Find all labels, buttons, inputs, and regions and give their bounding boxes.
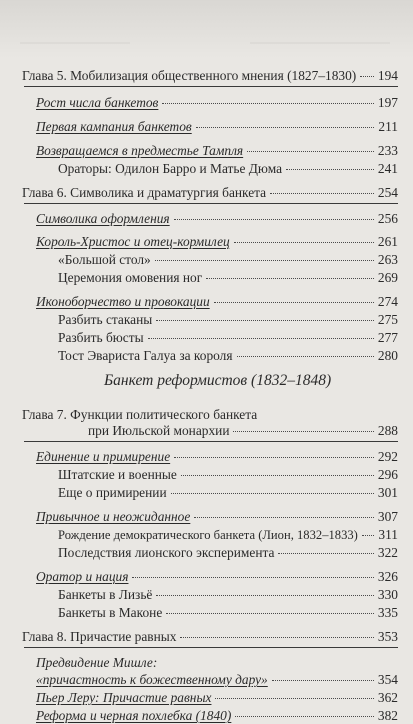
page-number: 330: [377, 587, 398, 602]
toc-section-title: Единение и примирение: [36, 449, 171, 464]
toc-chapter-title: при Июльской монархии: [88, 423, 230, 438]
page-number: 280: [377, 348, 398, 363]
toc-subsection-title: Ораторы: Одилон Барро и Матье Дюма: [58, 161, 283, 176]
page-number: 382: [377, 708, 398, 723]
toc-entry[interactable]: [36, 671, 398, 688]
page-number: 256: [377, 211, 398, 226]
page-number: 301: [377, 485, 398, 500]
page-number: 233: [377, 143, 398, 158]
leader-dots: [156, 320, 374, 321]
leader-dots: [233, 431, 373, 432]
toc-section-title: Оратор и нация: [36, 569, 129, 584]
leader-dots: [156, 595, 374, 596]
toc-subsection-title: Рождение демократического банкета (Лион, 1832–1833): [58, 528, 358, 542]
leader-dots: [194, 517, 374, 518]
page-number: 311: [378, 527, 398, 542]
leader-dots: [148, 338, 374, 339]
toc-section-title: Реформа и черная похлебка (1840): [36, 708, 232, 723]
toc-chapter-7-line2[interactable]: [88, 422, 398, 439]
leader-dots: [206, 278, 374, 279]
toc-subsection-title: Еще о примирении: [58, 485, 167, 500]
toc-entry[interactable]: [58, 484, 398, 501]
leader-dots: [237, 356, 374, 357]
page-number: 326: [377, 569, 398, 584]
page-number: 277: [377, 330, 398, 345]
leader-dots: [247, 151, 374, 152]
toc-chapter-5[interactable]: [22, 67, 398, 84]
page-number: 269: [377, 270, 398, 285]
ghost-line: [250, 42, 390, 44]
toc-entry[interactable]: [58, 347, 398, 364]
toc-subsection-title: Последствия лионского эксперимента: [58, 545, 275, 560]
page-number: 296: [377, 467, 398, 482]
leader-dots: [214, 302, 374, 303]
toc-section-title: Рост числа банкетов: [36, 95, 159, 110]
page-number: 275: [377, 312, 398, 327]
page-number: 274: [377, 294, 398, 309]
leader-dots: [181, 475, 374, 476]
toc-section-title: Иконоборчество и провокации: [36, 294, 210, 309]
toc-chapter-8[interactable]: [22, 628, 398, 645]
toc-section-title: Символика оформления: [36, 211, 170, 226]
part-heading: Банкет реформистов (1832–1848): [104, 372, 332, 389]
toc-section-title: Пьер Леру: Причастие равных: [36, 690, 212, 705]
leader-dots: [196, 127, 375, 128]
leader-dots: [180, 637, 373, 638]
toc-entry[interactable]: [36, 210, 398, 227]
toc-entry[interactable]: [58, 251, 398, 268]
toc-section-title: Возвращаемся в предместье Тампля: [36, 143, 244, 158]
toc-section-title: Предвидение Мишле:: [36, 655, 158, 670]
ghost-line: [20, 42, 130, 44]
toc-entry[interactable]: [58, 586, 398, 603]
top-bleed-area: [0, 0, 413, 58]
toc-entry[interactable]: [58, 526, 398, 544]
toc-subsection-title: Церемония омовения ног: [58, 270, 203, 285]
leader-dots: [166, 613, 374, 614]
toc-entry[interactable]: [58, 604, 398, 621]
page-number: 194: [377, 68, 398, 83]
toc-section-title: Привычное и неожиданное: [36, 509, 191, 524]
toc-subsection-title: Разбить стаканы: [58, 312, 153, 327]
toc-section-title: Король-Христос и отец-кормилец: [36, 234, 230, 249]
leader-dots: [171, 493, 374, 494]
page-number: 362: [377, 690, 398, 705]
toc-chapter-6[interactable]: [22, 184, 398, 201]
toc-entry[interactable]: [58, 466, 398, 483]
toc-entry[interactable]: [58, 329, 398, 346]
toc-chapter-title: Глава 6. Символика и драматургия банкета: [22, 185, 267, 200]
toc-subsection-title: Банкеты в Лизьё: [58, 587, 153, 602]
page-number: 322: [377, 545, 398, 560]
page-number: 254: [377, 185, 398, 200]
toc-chapter-title: Глава 7. Функции политического банкета: [22, 407, 258, 422]
leader-dots: [155, 260, 374, 261]
leader-dots: [234, 242, 374, 243]
divider: [24, 441, 398, 442]
toc-chapter-title: Глава 8. Причастие равных: [22, 629, 177, 644]
page-number: 197: [377, 95, 398, 110]
leader-dots: [162, 103, 374, 104]
toc-subsection-title: Штатские и военные: [58, 467, 177, 482]
toc-entry[interactable]: [36, 118, 398, 135]
toc-entry[interactable]: [36, 448, 398, 465]
toc-entry[interactable]: [58, 311, 398, 328]
toc-entry[interactable]: [58, 160, 398, 177]
toc-section-title: «причастность к божественному дару»: [36, 672, 268, 687]
leader-dots: [174, 219, 374, 220]
toc-entry[interactable]: [36, 94, 398, 111]
toc-section-title: Первая кампания банкетов: [36, 119, 192, 134]
page-number: 288: [377, 423, 398, 438]
leader-dots: [278, 553, 373, 554]
leader-dots: [362, 535, 375, 536]
toc-subsection-title: Банкеты в Маконе: [58, 605, 163, 620]
leader-dots: [235, 716, 374, 717]
toc-subsection-title: Тост Эвариста Галуа за короля: [58, 348, 233, 363]
page-number: 263: [377, 252, 398, 267]
leader-dots: [360, 76, 374, 77]
page-number: 261: [377, 234, 398, 249]
toc-entry-line1[interactable]: [36, 654, 398, 671]
toc-chapter-title: Глава 5. Мобилизация общественного мнения (1827–1830): [22, 68, 357, 83]
toc-entry[interactable]: [36, 508, 398, 525]
toc-entry[interactable]: [36, 142, 398, 159]
toc-entry[interactable]: [36, 689, 398, 706]
page-number: 335: [377, 605, 398, 620]
page-number: 354: [377, 672, 398, 687]
leader-dots: [174, 457, 374, 458]
leader-dots: [272, 680, 374, 681]
toc-subsection-title: Разбить бюсты: [58, 330, 144, 345]
divider: [24, 647, 398, 648]
toc-entry[interactable]: [36, 568, 398, 585]
divider: [24, 203, 398, 204]
divider: [24, 86, 398, 87]
toc-entry[interactable]: [36, 233, 398, 250]
leader-dots: [132, 577, 373, 578]
page-number: 307: [377, 509, 398, 524]
toc-chapter-7-line1[interactable]: [22, 406, 398, 423]
leader-dots: [215, 698, 373, 699]
leader-dots: [270, 193, 374, 194]
page-number: 353: [377, 629, 398, 644]
toc-entry[interactable]: [58, 544, 398, 561]
leader-dots: [286, 169, 374, 170]
page-number: 211: [378, 119, 398, 134]
page-number: 292: [377, 449, 398, 464]
page-number: 241: [377, 161, 398, 176]
toc-subsection-title: «Большой стол»: [58, 252, 151, 267]
toc-entry[interactable]: [58, 269, 398, 286]
toc-entry[interactable]: [36, 293, 398, 310]
